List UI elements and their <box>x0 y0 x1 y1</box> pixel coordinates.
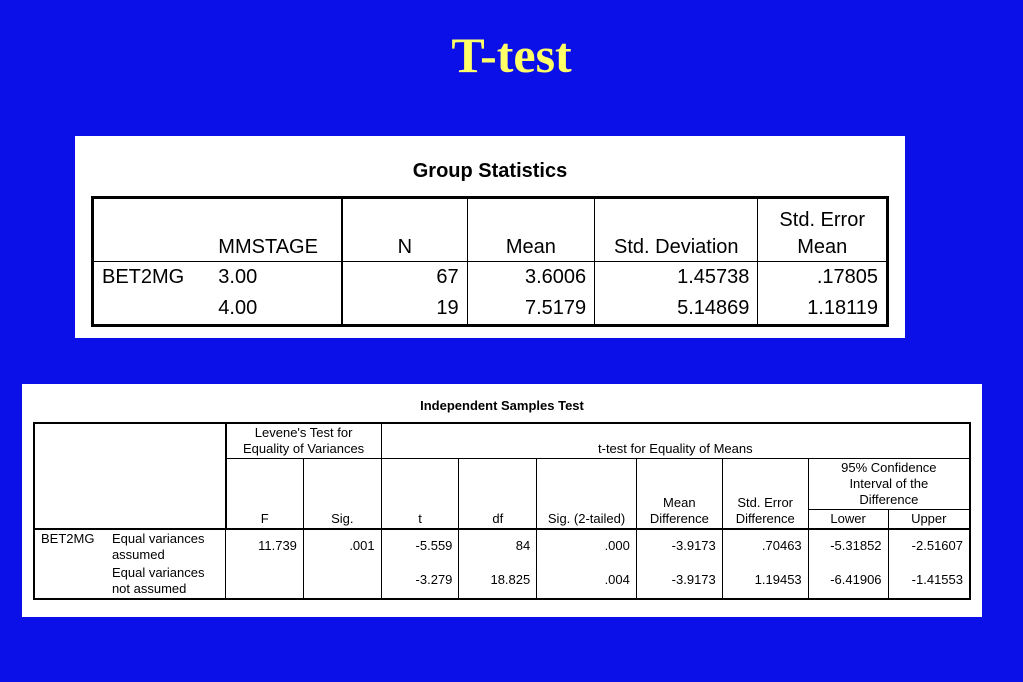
df-value: 18.825 <box>459 564 537 599</box>
lower-value: -5.31852 <box>808 529 888 564</box>
row-label: Equal variances assumed <box>106 529 226 564</box>
upper-value: -2.51607 <box>888 529 970 564</box>
header-levene: Levene's Test for Equality of Variances <box>226 423 382 459</box>
group-statistics-caption: Group Statistics <box>412 160 568 182</box>
header-std-error-difference: Std. Error Difference <box>722 459 808 530</box>
sig-value <box>303 564 381 599</box>
sig-2-tailed-value: .000 <box>537 529 637 564</box>
df-value: 84 <box>459 529 537 564</box>
n-value: 19 <box>436 297 459 319</box>
header-mean: Mean <box>467 198 594 262</box>
upper-value: -1.41553 <box>888 564 970 599</box>
sig-value: .001 <box>303 529 381 564</box>
t-value: -5.559 <box>381 529 459 564</box>
mean-difference-value: -3.9173 <box>636 564 722 599</box>
independent-samples-table <box>33 422 971 600</box>
row-variable-label: BET2MG <box>34 529 106 564</box>
std-error-value: 1.18119 <box>758 293 888 326</box>
header-t: t <box>381 459 459 530</box>
t-value: -3.279 <box>381 564 459 599</box>
slide-title: T-test <box>451 27 572 83</box>
group-statistics-table <box>91 196 889 327</box>
header-mmstage: MMSTAGE <box>210 198 342 262</box>
std-error-difference-value: 1.19453 <box>722 564 808 599</box>
header-f: F <box>226 459 304 530</box>
independent-samples-caption: Independent Samples Test <box>420 398 584 413</box>
table-row <box>93 262 888 294</box>
sig-2-tailed-value: .004 <box>537 564 637 599</box>
std-deviation-value: 1.45738 <box>595 262 758 294</box>
table-row <box>93 293 888 326</box>
table-row <box>34 564 970 599</box>
header-std-error: Std. Error Mean <box>758 198 888 262</box>
header-sig: Sig. <box>303 459 381 530</box>
group-label: 4.00 <box>210 293 342 326</box>
n-value: 67 <box>436 266 459 288</box>
header-lower: Lower <box>808 510 888 530</box>
header-n: N <box>342 198 467 262</box>
header-std-deviation: Std. Deviation <box>595 198 758 262</box>
f-value <box>226 564 304 599</box>
header-ttest: t-test for Equality of Means <box>381 423 970 459</box>
header-sig-2-tailed: Sig. (2-tailed) <box>537 459 637 530</box>
group-label: 3.00 <box>210 262 342 294</box>
header-df: df <box>459 459 537 530</box>
group-statistics-panel <box>75 136 905 338</box>
std-deviation-value: 5.14869 <box>595 293 758 326</box>
lower-value: -6.41906 <box>808 564 888 599</box>
std-error-value: .17805 <box>758 262 888 294</box>
independent-samples-panel <box>22 384 982 617</box>
row-label: Equal variances not assumed <box>111 565 205 596</box>
row-variable-label: BET2MG <box>93 262 211 294</box>
std-error-difference-value: .70463 <box>722 529 808 564</box>
header-row-1 <box>34 423 970 459</box>
mean-value: 7.5179 <box>467 293 594 326</box>
table-row <box>34 529 970 564</box>
header-row <box>93 198 888 262</box>
f-value: 11.739 <box>226 529 304 564</box>
mean-value: 3.6006 <box>467 262 594 294</box>
header-mean-difference: Mean Difference <box>636 459 722 530</box>
mean-difference-value: -3.9173 <box>636 529 722 564</box>
header-confidence-interval: 95% Confidence Interval of the Difference <box>808 459 970 510</box>
header-upper: Upper <box>888 510 970 530</box>
